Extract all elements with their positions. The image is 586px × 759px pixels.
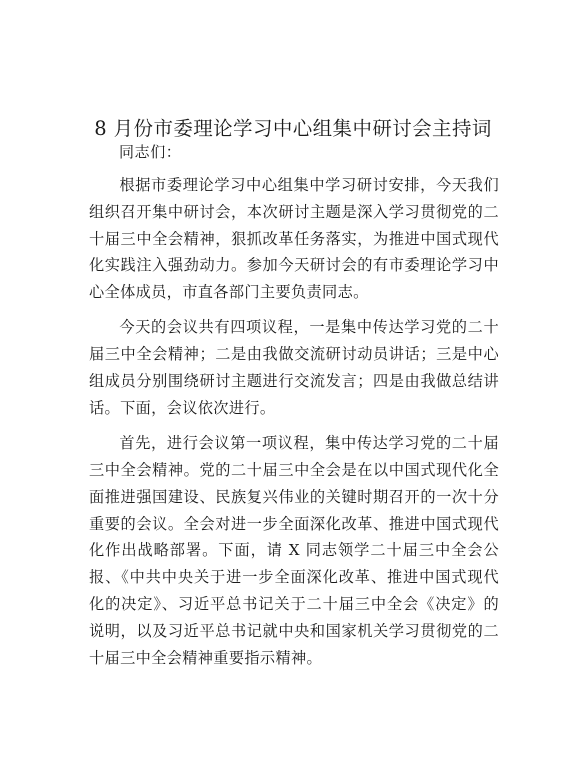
document-title: 8 月份市委理论学习中心组集中研讨会主持词	[94, 117, 492, 141]
spacer	[89, 164, 499, 172]
paragraph-3: 首先，进行会议第一项议程，集中传达学习党的二十届三中全会精神。党的二十届三中全会是在以中国式现代化全面推进强国建设、民族复兴伟业的关键时期召开的一次十分重要的会议。全会对进一步全面深化改革、推进中国式现代化作出战略部署。下面，请 X 同志领学二十届三中全会公报、《中共中央关于进一步全面深化改革、推进中国式现代化的决定》、习近平总书记关于二十届三中全会《决定》的说明，以及习近平总书记就中央和国家机关学习贯彻党的二十届三中全会精神重要指示精神。	[89, 434, 499, 667]
paragraph-2: 今天的会议共有四项议程，一是集中传达学习党的二十届三中全会精神；二是由我做交流研讨动员讲话；三是中心组成员分别围绕研讨主题进行交流发言；四是由我做总结讲话。下面，会议依次进行。	[89, 318, 499, 417]
salutation: 同志们：	[119, 143, 182, 161]
document-body	[89, 140, 499, 671]
paragraph-1: 根据市委理论学习中心组集中学习研讨安排，今天我们组织召开集中研讨会，本次研讨主题是深入学习贯彻党的二十届三中全会精神，狠抓改革任务落实，为推进中国式现代化实践注入强劲动力。参加今天研讨会的有市委理论学习中心全体成员，市直各部门主要负责同志。	[89, 176, 499, 302]
spacer	[89, 306, 499, 315]
spacer	[89, 422, 499, 431]
